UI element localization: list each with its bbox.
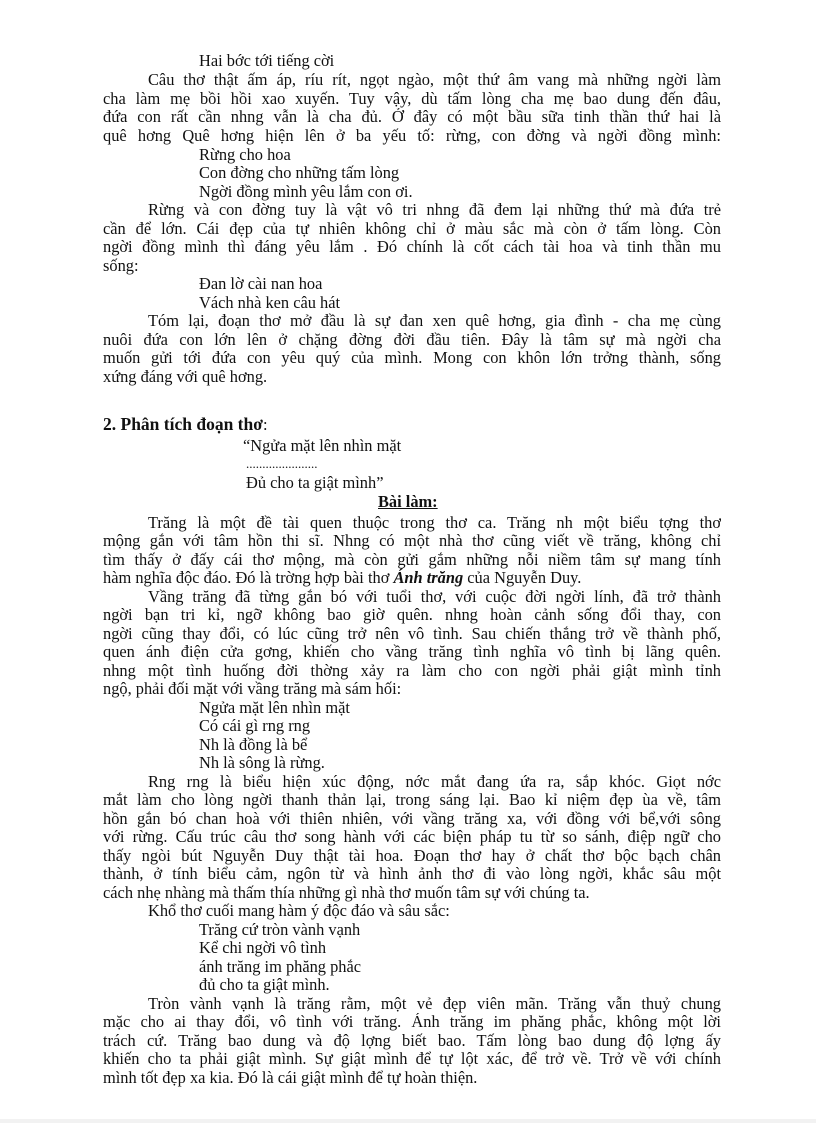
poem-line: ánh trăng im phăng phắc bbox=[199, 957, 362, 976]
quote-first-line: “Ngửa mặt lên nhìn mặt bbox=[243, 436, 402, 455]
paragraph-line: ngời bạn tri kỉ, ngỡ không bao giờ quên. nhng hoàn cảnh sống đổi thay, con bbox=[103, 606, 721, 624]
paragraph-line: Rừng và con đờng tuy là vật vô tri nhng đã đem lại những thứ mà đứa trẻ bbox=[148, 201, 721, 219]
paragraph-line: nhng một tình huống đời thờng xảy ra làm cho con ngời phải giật mình tỉnh bbox=[103, 662, 721, 680]
section-heading bbox=[103, 415, 721, 434]
paragraph-line: trách cứ. Trăng bao dung và độ lợng biết bao. Tấm lòng bao dung độ lợng ấy bbox=[103, 1032, 721, 1050]
poem-line: đủ cho ta giật mình. bbox=[199, 975, 330, 994]
paragraph-line: Rng rng là biểu hiện xúc động, nớc mắt đang ứa ra, sắp khóc. Giọt nớc bbox=[148, 773, 721, 791]
poem-line: Kể chi ngời vô tình bbox=[199, 938, 327, 957]
paragraph-line: mặc cho ai thay đổi, vô tình với trăng. Ánh trăng im phăng phắc, không một lời bbox=[103, 1013, 721, 1031]
poem-line: Có cái gì rng rng bbox=[199, 716, 311, 735]
poem-line: Nh là sông là rừng. bbox=[199, 753, 325, 772]
paragraph-line: nuôi đứa con lớn lên ở chặng đờng đời đầu tiên. Đây là tâm sự mà ngời cha bbox=[103, 331, 721, 349]
paragraph-line: mộng gắn với tâm hồn thi sĩ. Nhng có một nhà thơ cũng viết về trăng, không chỉ bbox=[103, 532, 721, 550]
paragraph-line: cách nhẹ nhàng mà thấm thía những gì nhà thơ muốn tâm sự với chúng ta. bbox=[103, 883, 590, 902]
paragraph-line: ngời cũng thay đổi, có lúc cũng trở nên vô tình. Sau chiến thắng trở về thành phố, bbox=[103, 625, 721, 643]
paragraph-line: thành, ở tính biểu cảm, ngôn từ và hình ảnh thơ đi vào lòng ngời, khắc sâu một bbox=[103, 865, 721, 883]
paragraph-line: tìm thấy ở đấy cái thơ mộng, mà còn gửi gắm những nỗi niềm tâm sự mang tính bbox=[103, 551, 721, 569]
paragraph-line: Câu thơ thật ấm áp, ríu rít, ngọt ngào, một thứ âm vang mà những ngời làm bbox=[148, 71, 721, 89]
paragraph-line: với rừng. Cấu trúc câu thơ song hành với các biện pháp tu từ so sánh, điệp ngữ cho bbox=[103, 828, 721, 846]
poem-line: Hai bớc tới tiếng cời bbox=[199, 51, 335, 70]
poem-line: Ngời đồng mình yêu lắm con ơi. bbox=[199, 182, 413, 201]
bai-lam-title: Bài làm: bbox=[378, 492, 438, 511]
paragraph-line: ngộ, phải đối mặt với vầng trăng mà sám hối: bbox=[103, 679, 402, 698]
section-heading-colon: : bbox=[262, 415, 268, 434]
paragraph-line: quen ánh điện cửa gơng, khiến cho vầng trăng tình nghĩa vô tình bị lãng quên. bbox=[103, 643, 721, 661]
poem-line: Ngửa mặt lên nhìn mặt bbox=[199, 698, 350, 717]
paragraph-line: đứa con rất cần nhng vẫn là cha đủ. Ở đây có một bầu sữa tinh thần thứ hai là bbox=[103, 108, 721, 126]
quote-ellipsis: ...................... bbox=[246, 456, 318, 471]
paragraph-line: mình tốt đẹp xa kia. Đó là cái giật mình để tự hoàn thiện. bbox=[103, 1068, 478, 1087]
paragraph-line: mắt làm cho lòng ngời thanh thản lại, trong sáng lại. Bao kỉ niệm đẹp ùa về, tâm bbox=[103, 791, 721, 809]
paragraph-line: hồn gắn bó chan hoà với thiên nhiên, với vầng trăng xa, với đồng với bể,với sông bbox=[103, 810, 721, 828]
section-heading-text: 2. Phân tích đoạn thơ bbox=[103, 414, 263, 434]
poem-line: Đan lờ cài nan hoa bbox=[199, 274, 323, 293]
poem-line: Rừng cho hoa bbox=[199, 145, 291, 164]
poem-line: Nh là đồng là bể bbox=[199, 735, 308, 754]
paragraph-line: Tròn vành vạnh là trăng rằm, một vẻ đẹp viên mãn. Trăng vẫn thuỷ chung bbox=[148, 995, 721, 1013]
paragraph-line: xứng đáng với quê hơng. bbox=[103, 367, 268, 386]
poem-line: Trăng cứ tròn vành vạnh bbox=[199, 920, 361, 939]
paragraph-line: Trăng là một đề tài quen thuộc trong thơ ca. Trăng nh một biểu tợng thơ bbox=[148, 514, 721, 532]
poem-title: Ánh trăng bbox=[393, 568, 464, 587]
paragraph-line: Vầng trăng đã từng gắn bó với tuổi thơ, với cuộc đời ngời lính, đã trở thành bbox=[148, 588, 721, 606]
poem-author: của Nguyễn Duy. bbox=[463, 568, 582, 587]
paragraph-line: cha làm mẹ bồi hồi xao xuyến. Tuy vậy, dù tấm lòng cha mẹ bao dung đến đâu, bbox=[103, 90, 721, 108]
paragraph-line bbox=[103, 569, 721, 587]
poem-line: Vách nhà ken câu hát bbox=[199, 293, 341, 312]
paragraph-line: sống: bbox=[103, 256, 139, 275]
paragraph-line: quê hơng Quê hơng hiện lên ở ba yếu tố: rừng, con đờng và ngời đồng mình: bbox=[103, 127, 721, 145]
paragraph-text: hàm nghĩa độc đáo. Đó là trờng hợp bài thơ bbox=[103, 568, 390, 587]
paragraph-line: khiến cho ta phải giật mình. Sự giật mình để tự lột xác, để trở về. Trở về với chính bbox=[103, 1050, 721, 1068]
page-bottom-edge bbox=[0, 1119, 816, 1123]
paragraph-line: Khổ thơ cuối mang hàm ý độc đáo và sâu sắc: bbox=[148, 901, 450, 920]
paragraph-line: thấy ngòi bút Nguyễn Duy thật tài hoa. Đoạn thơ hay ở chất thơ bộc bạch chân bbox=[103, 847, 721, 865]
paragraph-line: Tóm lại, đoạn thơ mở đầu là sự đan xen quê hơng, gia đình - cha mẹ cùng bbox=[148, 312, 721, 330]
quote-last-line: Đủ cho ta giật mình” bbox=[246, 473, 384, 492]
paragraph-line: muốn gửi tới đứa con yêu quý của mình. Mong con khôn lớn trởng thành, sống bbox=[103, 349, 721, 367]
poem-line: Con đờng cho những tấm lòng bbox=[199, 163, 400, 182]
paragraph-line: ngời đồng mình thì đáng yêu lắm . Đó chính là cốt cách tài hoa và tinh thần mu bbox=[103, 238, 721, 256]
paragraph-line: cần để lớn. Cái đẹp của tự nhiên không chỉ ở màu sắc mà còn ở tấm lòng. Còn bbox=[103, 220, 721, 238]
